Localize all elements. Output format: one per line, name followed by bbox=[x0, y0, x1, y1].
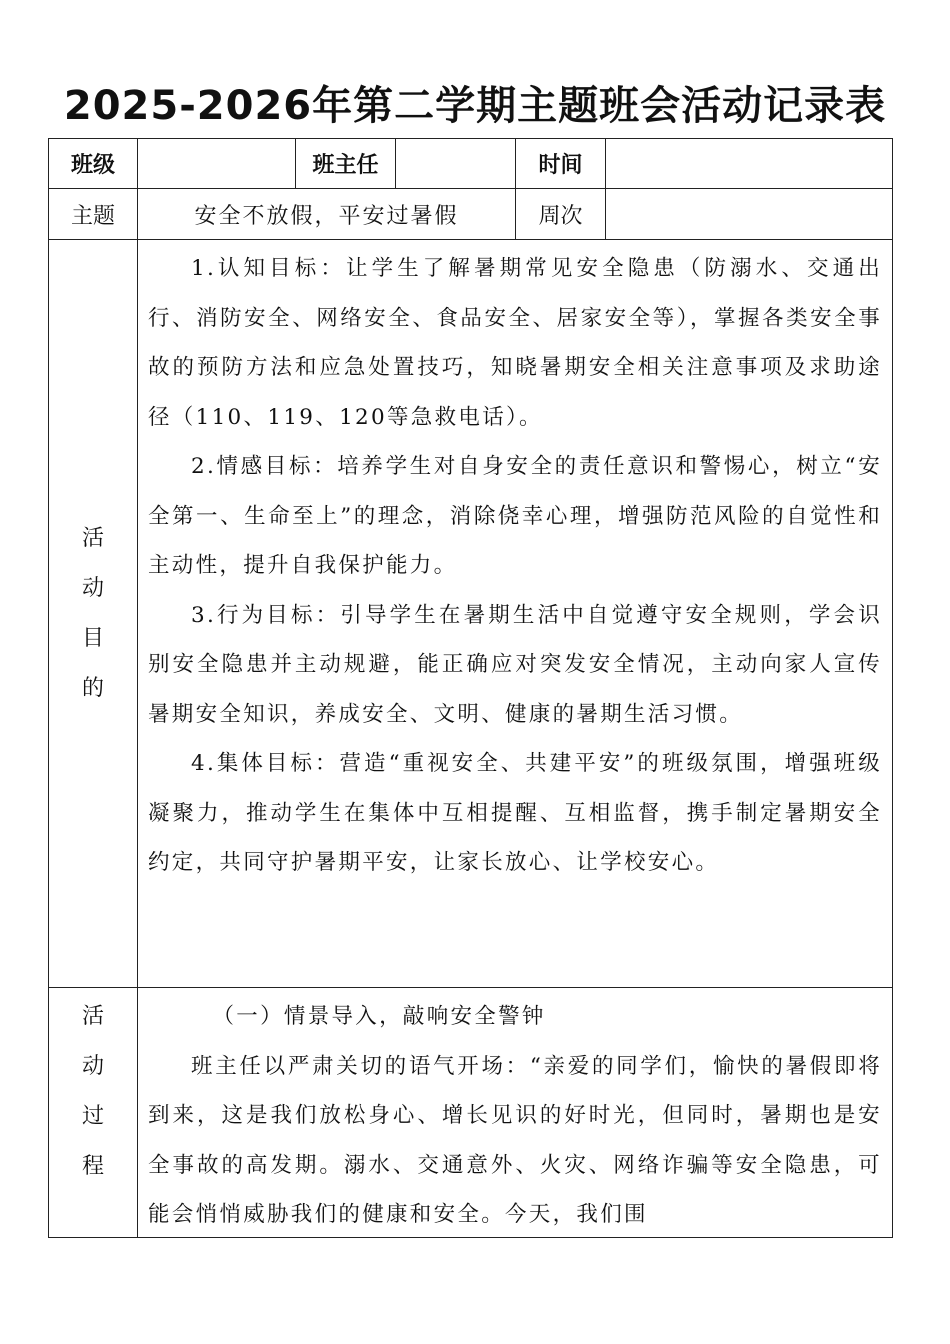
process-content bbox=[138, 988, 893, 1238]
week-label: 周次 bbox=[516, 189, 606, 240]
purpose-paragraph-cognitive: 1.认知目标：让学生了解暑期常见安全隐患（防溺水、交通出行、消防安全、网络安全、食品安全、居家安全等），掌握各类安全事故的预防方法和应急处置技巧，知晓暑期安全相关注意事项及求助途径（110、119、120等急救电话）。 bbox=[148, 256, 882, 430]
teacher-label: 班主任 bbox=[296, 139, 396, 189]
purpose-label bbox=[49, 240, 138, 988]
purpose-label-char: 的 bbox=[81, 675, 104, 701]
process-paragraph: 班主任以严肃关切的语气开场：“亲爱的同学们，愉快的暑假即将到来，这是我们放松身心、增长见识的好时光，但同时，暑期也是安全事故的高发期。溺水、交通意外、火灾、网络诈骗等安全隐患，可能会悄悄威胁我们的健康和安全。今天，我们围 bbox=[148, 1053, 882, 1227]
process-label-char: 过 bbox=[81, 1104, 104, 1129]
theme-label: 主题 bbox=[49, 189, 138, 240]
record-table bbox=[48, 138, 893, 1238]
process-label-char: 活 bbox=[81, 1004, 104, 1029]
purpose-paragraph-collective: 4.集体目标：营造“重视安全、共建平安”的班级氛围，增强班级凝聚力，推动学生在集体中互相提醒、互相监督，携手制定暑期安全约定，共同守护暑期平安，让家长放心、让学校安心。 bbox=[148, 751, 882, 875]
process-label-char: 程 bbox=[81, 1154, 104, 1179]
process-label-char: 动 bbox=[81, 1054, 104, 1079]
class-label: 班级 bbox=[49, 139, 138, 189]
purpose-label-char: 动 bbox=[81, 575, 104, 601]
week-value[interactable] bbox=[606, 189, 893, 240]
class-value[interactable] bbox=[138, 139, 296, 189]
purpose-content bbox=[138, 240, 893, 988]
purpose-paragraph-emotional: 2.情感目标：培养学生对自身安全的责任意识和警惕心，树立“安全第一、生命至上”的理念，消除侥幸心理，增强防范风险的自觉性和主动性，提升自我保护能力。 bbox=[148, 454, 882, 578]
process-label bbox=[49, 988, 138, 1238]
process-section-heading: （一）情景导入，敲响安全警钟 bbox=[212, 1004, 546, 1029]
purpose-paragraph-behavioral: 3.行为目标：引导学生在暑期生活中自觉遵守安全规则，学会识别安全隐患并主动规避，能正确应对突发安全情况，主动向家人宣传暑期安全知识，养成安全、文明、健康的暑期生活习惯。 bbox=[148, 602, 882, 727]
time-label: 时间 bbox=[516, 139, 606, 189]
purpose-row bbox=[49, 240, 893, 988]
theme-row bbox=[49, 189, 893, 240]
theme-value[interactable]: 安全不放假，平安过暑假 bbox=[138, 189, 516, 240]
process-row bbox=[49, 988, 893, 1238]
page-title: 2025-2026年第二学期主题班会活动记录表 bbox=[63, 83, 887, 129]
process-clip bbox=[148, 992, 882, 1236]
purpose-label-char: 活 bbox=[81, 525, 104, 551]
time-value[interactable] bbox=[606, 139, 893, 189]
header-row bbox=[49, 139, 893, 189]
teacher-value[interactable] bbox=[396, 139, 516, 189]
purpose-label-char: 目 bbox=[81, 625, 104, 651]
